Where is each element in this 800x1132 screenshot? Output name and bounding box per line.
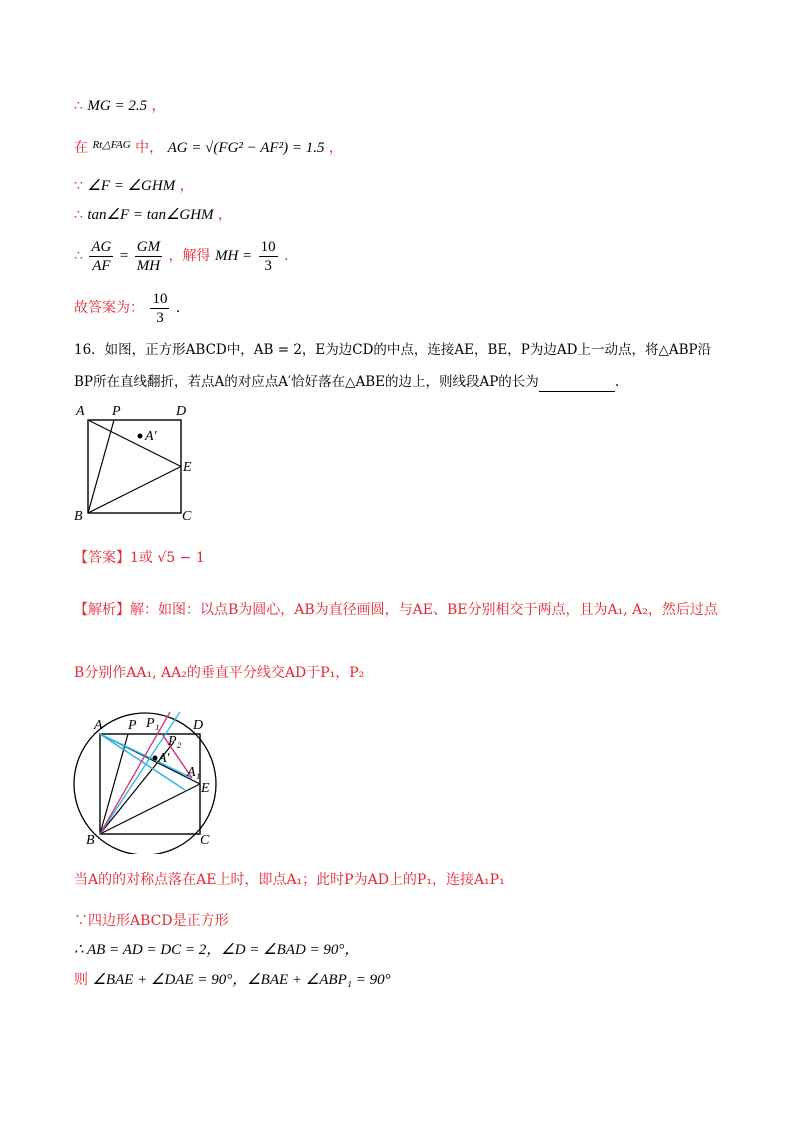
therefore-symbol: ∴ (74, 98, 83, 114)
text: 在 (74, 140, 88, 156)
label-p: P (112, 404, 121, 419)
label-c: C (200, 833, 210, 848)
punctuation: . (284, 248, 289, 264)
solution-line-mg (74, 96, 166, 116)
label-a-prime: A′ (145, 429, 157, 444)
label-p1: P₁ (146, 716, 160, 731)
answer-line-16 (74, 548, 205, 568)
label-b: B (86, 833, 95, 848)
math-expression: ∠F = ∠GHM (87, 178, 176, 194)
conclusion-line2: ∵四边形ABCD是正方形 (74, 913, 229, 929)
punctuation: ， (179, 178, 194, 194)
square (100, 734, 200, 834)
label-d: D (193, 718, 204, 733)
punctuation: ， (151, 98, 166, 114)
conclusion-line1: 当A的的对称点落在AE上时，即点A₁；此时P为AD上的P₁，连接A₁P₁ (74, 872, 505, 888)
solution-line-ag (74, 135, 343, 158)
because-symbol: ∵ (74, 178, 83, 194)
math-expression: ∠BAE + ∠DAE = 90°，∠BAE + ∠ABP₁ = 90° (92, 972, 391, 988)
equals-sign: = (119, 248, 129, 264)
fraction-answer: $\frac{10}{3}$ (152, 290, 168, 326)
label-a1: A₁ (187, 765, 201, 780)
math-expression: MG = 2.5 (87, 98, 148, 114)
answer-value: 1或 √5 − 1 (130, 550, 205, 566)
punctuation: ， (328, 140, 343, 156)
answer-tag: 【答案】 (74, 550, 130, 566)
label-e: E (183, 460, 192, 475)
punctuation: . (614, 374, 620, 390)
analysis-line1 (74, 600, 718, 620)
text: ，解得 (168, 248, 211, 264)
label-c: C (182, 509, 192, 524)
problem16-text-line1: 16．如图，正方形ABCD中，AB = 2，E为边CD的中点，连接AE，BE，P为边AD上一动点，将△ABP沿 (74, 342, 712, 358)
segment-bp (88, 420, 114, 513)
answer-label: 故答案为： (74, 300, 144, 316)
analysis-line2: B分别作AA₁, AA₂的垂直平分线交AD于P₁，P₂ (74, 665, 365, 681)
fraction-ag-af: $\frac{AG}{AF}$ (91, 238, 112, 274)
conclusion-line4 (74, 970, 391, 990)
segment-ae (88, 420, 181, 467)
solution-line-tan (74, 205, 232, 225)
figure-circle-construction (70, 712, 230, 854)
label-a-prime: A′ (158, 751, 170, 766)
triangle-label: Rt△FAG (92, 139, 131, 151)
point-a-prime (153, 756, 158, 761)
math-expression: MH = (214, 248, 253, 264)
text: 中， (135, 140, 164, 156)
segment-be (88, 467, 181, 514)
perpendicular-bisector-1 (100, 712, 180, 834)
label-p: P (128, 718, 137, 733)
analysis-tag: 【解析】 (74, 602, 130, 618)
therefore-symbol: ∴ (74, 248, 83, 264)
punctuation: ， (218, 207, 233, 223)
label-d: D (176, 404, 187, 419)
label-a: A (76, 404, 85, 419)
label-e: E (201, 781, 210, 796)
answer-blank (539, 377, 615, 392)
therefore-symbol: ∴ (74, 207, 83, 223)
label-p2: P₂ (168, 734, 182, 749)
text: 则 (74, 972, 88, 988)
fraction-gm-mh: $\frac{GM}{MH}$ (136, 238, 161, 274)
math-expression: AG = √(FG² − AF²) = 1.5 (167, 140, 325, 156)
solution-line-ratio (74, 236, 289, 276)
label-b: B (74, 509, 83, 524)
fraction-ten-thirds: $\frac{10}{3}$ (260, 238, 276, 274)
punctuation: . (175, 300, 181, 316)
point-a-prime (138, 434, 143, 439)
problem16-text-line2 (74, 372, 619, 392)
square (88, 420, 181, 513)
conclusion-line3: ∴ AB = AD = DC = 2，∠D = ∠BAD = 90°， (74, 942, 360, 958)
solution-line-angle (74, 176, 194, 196)
answer-line-15 (74, 288, 180, 328)
analysis-text: 解：如图：以点B为圆心，AB为直径画圆，与AE、BE分别相交于两点，且为A₁, A₂，然后过点 (130, 602, 718, 618)
label-a: A (94, 718, 103, 733)
math-expression: tan∠F = tan∠GHM (87, 207, 214, 223)
figure-square-abcd (70, 400, 200, 525)
text: BP所在直线翻折，若点A的对应点A′恰好落在△ABE的边上，则线段AP的长为 (74, 374, 539, 390)
